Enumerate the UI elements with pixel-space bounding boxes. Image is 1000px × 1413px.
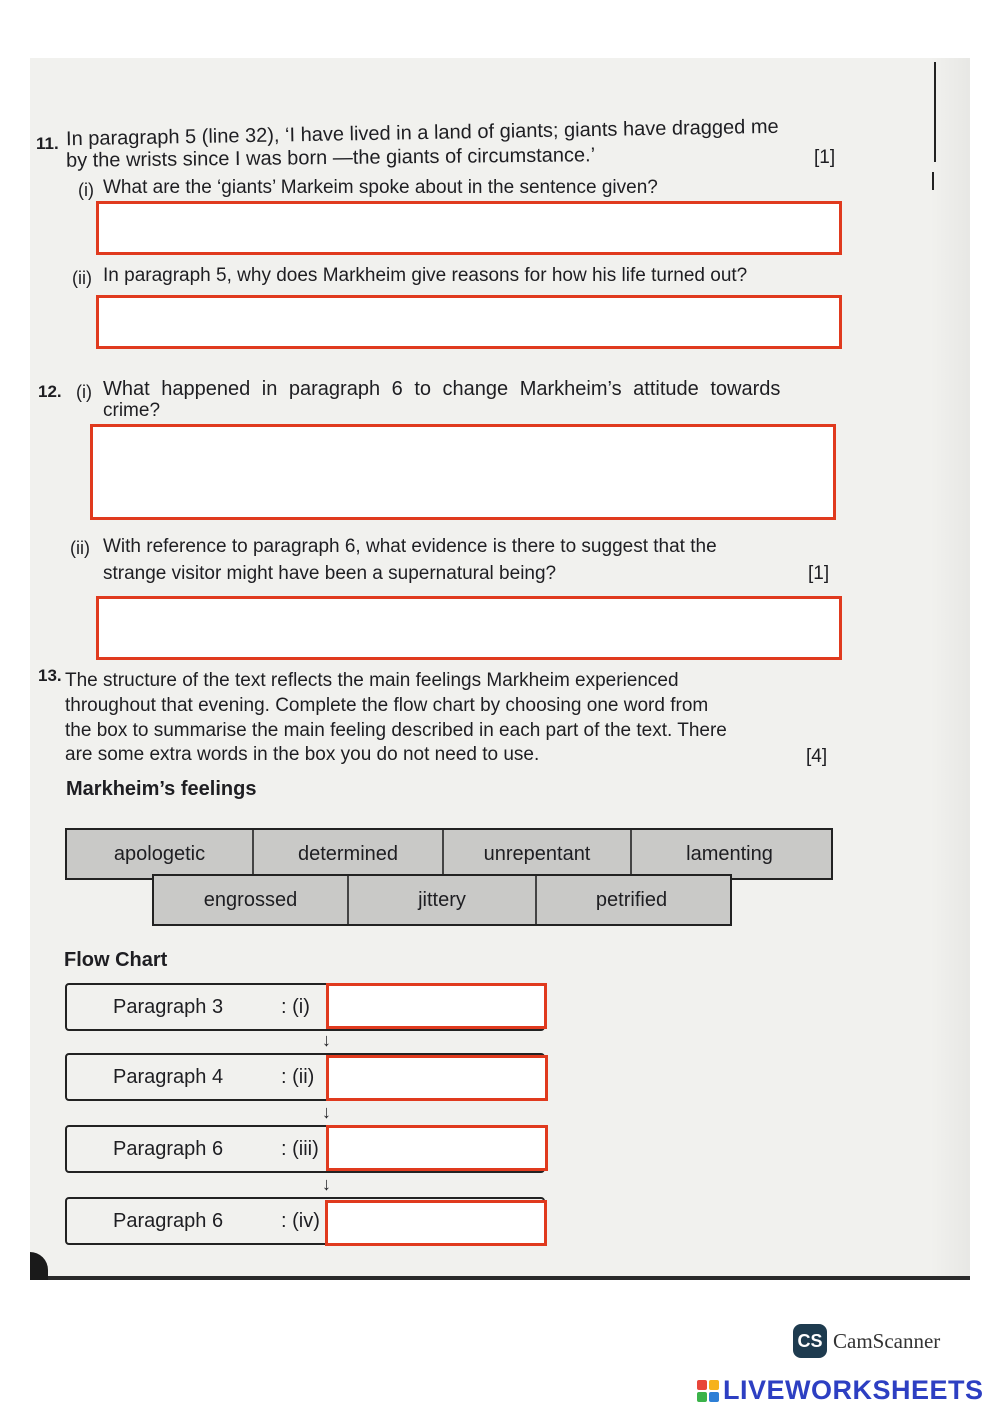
q11-i-text: What are the ‘giants’ Markeim spoke about in the sentence given?	[103, 177, 658, 198]
camscanner-logo-icon: CS	[793, 1324, 827, 1358]
answer-box-q11-ii[interactable]	[96, 295, 842, 349]
q11-number: 11.	[36, 134, 59, 153]
page-bottom-edge	[30, 1276, 970, 1280]
flow-step-1-roman: : (i)	[281, 996, 310, 1018]
word-determined: determined	[254, 830, 444, 878]
margin-line	[934, 62, 936, 162]
answer-box-flow-iii[interactable]	[326, 1125, 548, 1171]
flow-step-3-paragraph: Paragraph 6	[113, 1138, 224, 1160]
word-box-row-1	[65, 828, 833, 880]
q12-number: 12.	[38, 382, 62, 401]
word-engrossed: engrossed	[154, 876, 349, 924]
page-shadow	[930, 58, 970, 1280]
liveworksheets-brand	[697, 1375, 984, 1406]
word-apologetic: apologetic	[67, 830, 254, 878]
q11-ii-label: (ii)	[72, 268, 92, 288]
q12-i-text-line1: What happened in paragraph 6 to change Markheim’s attitude towards	[103, 378, 781, 400]
q13-text-line2: throughout that evening. Complete the flow chart by choosing one word from	[65, 695, 709, 716]
answer-box-q12-i[interactable]	[90, 424, 836, 520]
q11-text-line1: In paragraph 5 (line 32), ‘I have lived in a land of giants; giants have dragged me	[65, 115, 779, 151]
flow-arrow-2: ↓	[322, 1102, 331, 1122]
feelings-heading: Markheim’s feelings	[66, 778, 257, 800]
answer-box-flow-iv[interactable]	[325, 1200, 547, 1246]
q12-i-label: (i)	[76, 382, 92, 402]
margin-line-short	[932, 172, 934, 190]
word-box-row-2	[152, 874, 732, 926]
q11-ii-text: In paragraph 5, why does Markheim give reasons for how his life turned out?	[103, 265, 748, 286]
word-jittery: jittery	[349, 876, 537, 924]
q11-i-label: (i)	[78, 180, 94, 200]
answer-box-q12-ii[interactable]	[96, 596, 842, 660]
flow-step-3-roman: : (iii)	[281, 1138, 319, 1160]
word-unrepentant: unrepentant	[444, 830, 632, 878]
q13-mark: [4]	[806, 746, 828, 767]
flow-step-4-roman: : (iv)	[281, 1210, 320, 1232]
answer-box-q11-i[interactable]	[96, 201, 842, 255]
flow-step-2-roman: : (ii)	[281, 1066, 315, 1088]
q11-mark: [1]	[814, 147, 836, 168]
q12-ii-text-line2: strange visitor might have been a supernatural being?	[103, 563, 557, 584]
q13-number: 13.	[38, 666, 62, 685]
q11-text-line2: by the wrists since I was born —the giants of circumstance.’	[65, 144, 596, 172]
flow-arrow-3: ↓	[322, 1174, 331, 1194]
word-lamenting: lamenting	[686, 842, 773, 865]
q12-ii-text-line1: With reference to paragraph 6, what evidence is there to suggest that the	[103, 536, 717, 557]
flow-arrow-1: ↓	[322, 1030, 331, 1050]
flow-step-4-paragraph: Paragraph 6	[113, 1210, 224, 1232]
q12-mark: [1]	[808, 563, 830, 584]
liveworksheets-name: LIVEWORKSHEETS	[723, 1375, 984, 1405]
answer-box-flow-ii[interactable]	[326, 1055, 548, 1101]
q12-ii-label: (ii)	[70, 538, 90, 558]
camscanner-name: CamScanner	[833, 1328, 941, 1353]
page-corner-shadow	[30, 1252, 48, 1280]
q12-i-text-line2: crime?	[103, 400, 161, 421]
q13-text-line4: are some extra words in the box you do not need to use.	[65, 744, 540, 765]
camscanner-watermark	[793, 1324, 940, 1358]
word-petrified: petrified	[595, 888, 668, 911]
q13-text-line3: the box to summarise the main feeling described in each part of the text. There	[65, 720, 727, 741]
flow-step-1-paragraph: Paragraph 3	[113, 996, 224, 1018]
answer-box-flow-i[interactable]	[326, 983, 547, 1029]
q13-text-line1: The structure of the text reflects the main feelings Markheim experienced	[65, 670, 679, 691]
flowchart-heading: Flow Chart	[64, 949, 168, 971]
liveworksheets-logo-icon	[697, 1380, 719, 1402]
flow-step-2-paragraph: Paragraph 4	[113, 1066, 224, 1088]
